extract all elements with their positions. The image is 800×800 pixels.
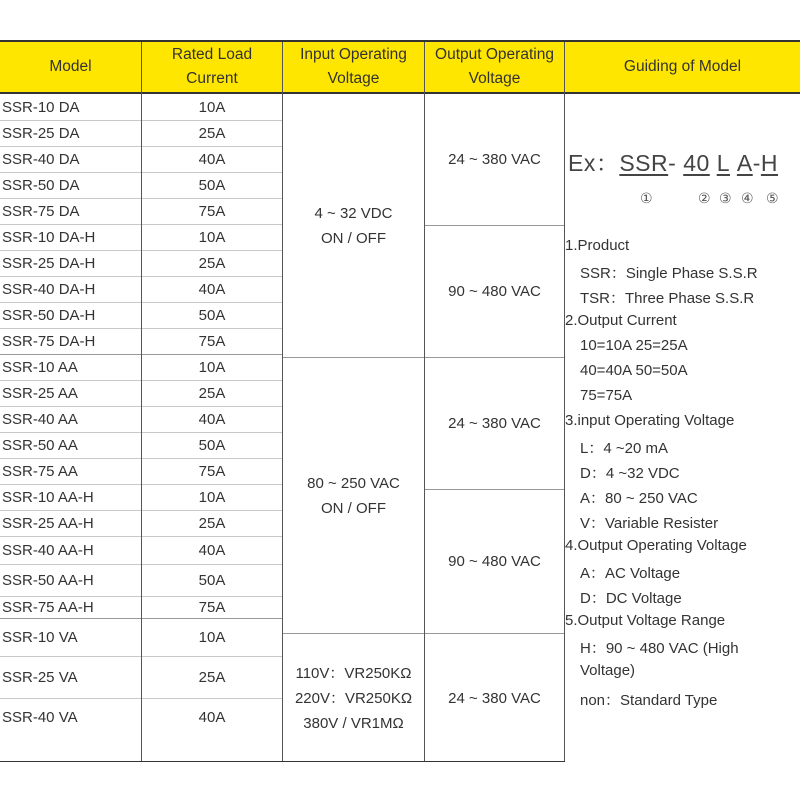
guide-detail-line: Voltage) <box>580 662 636 679</box>
header-output-line1: Output Operating <box>435 46 554 63</box>
marker-3: ③ <box>719 190 732 206</box>
input-group-va-line3: 380V / VR1MΩ <box>303 714 404 732</box>
header-input-line1: Input Operating <box>300 46 407 63</box>
guide-section-title: 1.Product <box>565 237 630 254</box>
marker-4: ④ <box>741 190 754 206</box>
output-separator-2 <box>425 489 565 490</box>
guide-detail-line: A：AC Voltage <box>580 565 681 582</box>
header-guide-label: Guiding of Model <box>623 58 742 75</box>
input-group-va-line1: 110V：VR250KΩ <box>295 664 412 682</box>
cell-model: SSR-25 DA-H <box>2 254 96 272</box>
input-group-dc-line1: 4 ~ 32 VDC <box>314 204 393 222</box>
guide-section-title: 2.Output Current <box>565 312 677 329</box>
example-prefix: Ex： <box>568 150 620 176</box>
header-current-line2: Current <box>186 70 238 87</box>
header-current <box>142 42 282 92</box>
cell-current: 10A <box>198 628 226 646</box>
cell-model: SSR-75 AA <box>2 462 78 480</box>
model-table <box>0 40 800 762</box>
cell-model: SSR-10 VA <box>2 628 78 646</box>
header-output <box>425 42 564 92</box>
input-group-ac <box>283 358 424 633</box>
cell-current: 10A <box>198 228 226 246</box>
marker-5: ⑤ <box>766 190 779 206</box>
output-group-3 <box>425 358 564 489</box>
cell-model: SSR-75 DA-H <box>2 332 96 350</box>
guide-detail-line: TSR：Three Phase S.S.R <box>580 290 755 307</box>
guide-detail-line: SSR：Single Phase S.S.R <box>580 265 758 282</box>
cell-model: SSR-40 DA-H <box>2 280 96 298</box>
header-output-line2: Voltage <box>468 70 521 87</box>
input-group-va-line2: 220V：VR250KΩ <box>294 689 413 707</box>
cell-model: SSR-50 AA <box>2 436 78 454</box>
cell-current: 40A <box>198 541 226 559</box>
cell-model: SSR-25 AA <box>2 384 78 402</box>
cell-current: 25A <box>198 668 226 686</box>
col-divider-1 <box>141 42 142 762</box>
cell-model: SSR-25 VA <box>2 668 78 686</box>
header-current-line1: Rated Load <box>171 46 253 63</box>
cell-current: 40A <box>198 410 226 428</box>
input-group-dc <box>283 94 424 357</box>
guide-detail-line: 10=10A 25=25A <box>580 337 688 354</box>
guide-detail-line: H：90 ~ 480 VAC (High <box>580 640 739 657</box>
output-separator-1 <box>425 225 565 226</box>
col-divider-4 <box>564 42 565 762</box>
guide-detail-line: V：Variable Resister <box>580 515 719 532</box>
marker-1: ① <box>640 190 653 206</box>
example-dash: - <box>752 150 761 176</box>
cell-current: 50A <box>198 436 226 454</box>
header-input <box>283 42 424 92</box>
cell-current: 25A <box>198 254 226 272</box>
header-guide <box>565 42 800 92</box>
guide-section-title: 3.input Operating Voltage <box>565 412 735 429</box>
guide-detail-line: D：DC Voltage <box>580 590 682 607</box>
guide-section-title: 5.Output Voltage Range <box>565 612 726 629</box>
header-model-label: Model <box>49 58 92 75</box>
guide-detail-line: D：4 ~32 VDC <box>580 465 680 482</box>
cell-current: 10A <box>198 98 226 116</box>
cell-model: SSR-40 VA <box>2 708 78 726</box>
guide-detail-line: non：Standard Type <box>580 692 718 709</box>
guide-detail-line: 75=75A <box>580 387 633 404</box>
cell-current: 75A <box>198 462 226 480</box>
guide-detail-line: A：80 ~ 250 VAC <box>580 490 698 507</box>
example-output: A <box>736 150 753 176</box>
example-range: H <box>760 150 779 176</box>
cell-model: SSR-50 DA <box>2 176 80 194</box>
cell-current: 25A <box>198 124 226 142</box>
cell-model: SSR-40 AA <box>2 410 78 428</box>
cell-current: 10A <box>198 488 226 506</box>
cell-current: 25A <box>198 384 226 402</box>
cell-model: SSR-40 DA <box>2 150 80 168</box>
col-divider-3 <box>424 42 425 762</box>
cell-current: 10A <box>198 358 226 376</box>
col-divider-2 <box>282 42 283 762</box>
output-group-3-label: 24 ~ 380 VAC <box>448 415 541 432</box>
cell-model: SSR-25 AA-H <box>2 514 94 532</box>
output-group-4-label: 90 ~ 480 VAC <box>448 553 541 570</box>
cell-current: 50A <box>198 571 226 589</box>
input-group-va <box>283 634 424 762</box>
cell-model: SSR-75 AA-H <box>2 598 94 616</box>
cell-model: SSR-40 AA-H <box>2 541 94 559</box>
cell-model: SSR-75 DA <box>2 202 80 220</box>
cell-model: SSR-10 DA <box>2 98 80 116</box>
cell-model: SSR-10 AA <box>2 358 78 376</box>
cell-model: SSR-50 DA-H <box>2 306 96 324</box>
output-group-2 <box>425 226 564 357</box>
example-dash: - <box>668 150 677 176</box>
cell-model: SSR-50 AA-H <box>2 571 94 589</box>
input-group-ac-line2: ON / OFF <box>321 499 386 517</box>
example-current: 40 <box>683 150 710 176</box>
example-product: SSR <box>619 150 669 176</box>
input-group-dc-line2: ON / OFF <box>321 229 386 247</box>
cell-current: 75A <box>198 332 226 350</box>
cell-model: SSR-25 DA <box>2 124 80 142</box>
output-group-5-label: 24 ~ 380 VAC <box>448 689 541 707</box>
cell-current: 50A <box>198 306 226 324</box>
cell-current: 40A <box>198 150 226 168</box>
example-input: L <box>716 150 730 176</box>
input-group-ac-line1: 80 ~ 250 VAC <box>307 474 400 492</box>
guide-detail-line: 40=40A 50=50A <box>580 362 688 379</box>
output-group-5 <box>425 634 564 762</box>
model-example <box>568 145 778 178</box>
header-model <box>0 42 141 92</box>
cell-current: 75A <box>198 202 226 220</box>
output-group-1-label: 24 ~ 380 VAC <box>448 151 541 168</box>
output-group-2-label: 90 ~ 480 VAC <box>448 283 541 300</box>
cell-current: 40A <box>198 280 226 298</box>
header-input-line2: Voltage <box>327 70 380 87</box>
cell-current: 40A <box>198 708 226 726</box>
guide-detail-line: L：4 ~20 mA <box>580 440 668 457</box>
cell-current: 50A <box>198 176 226 194</box>
marker-2: ② <box>698 190 711 206</box>
table-bottom-border <box>0 761 565 762</box>
cell-current: 25A <box>198 514 226 532</box>
output-group-1 <box>425 94 564 225</box>
guide-section-title: 4.Output Operating Voltage <box>565 537 747 554</box>
cell-model: SSR-10 DA-H <box>2 228 96 246</box>
output-group-4 <box>425 490 564 633</box>
cell-current: 75A <box>198 598 226 616</box>
cell-model: SSR-10 AA-H <box>2 488 94 506</box>
